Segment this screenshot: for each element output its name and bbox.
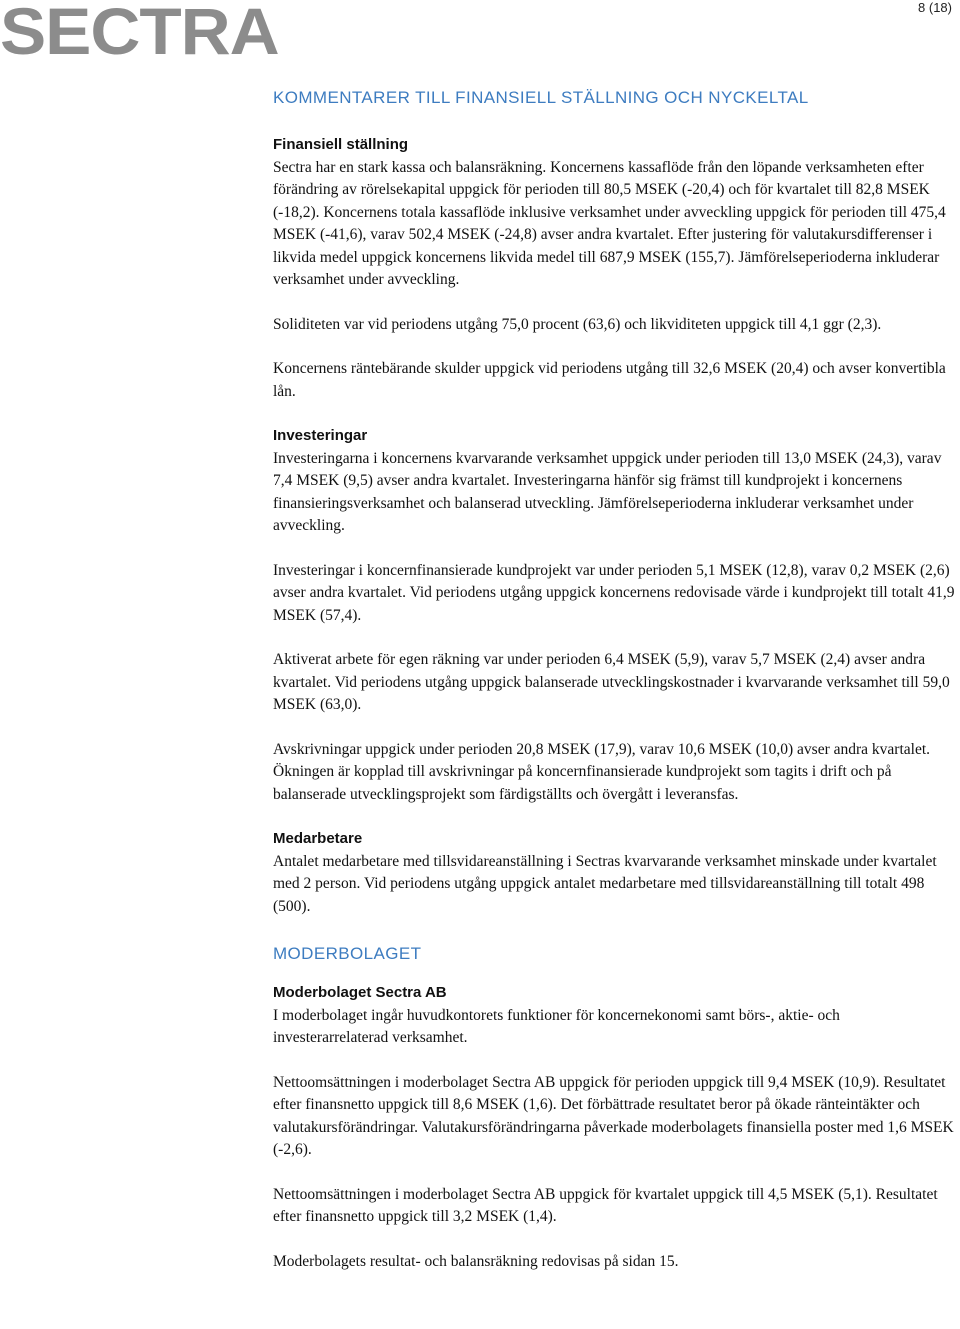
heading-moderbolaget-sectra-ab: Moderbolaget Sectra AB	[273, 984, 447, 1001]
paragraph: Nettoomsättningen i moderbolaget Sectra AB uppgick för kvartalet uppgick till 4,5 MSEK (5,1). Resultatet efter finansnetto uppgick till 3,2 MSEK (1,4).	[273, 1185, 938, 1225]
paragraph: Soliditeten var vid periodens utgång 75,0 procent (63,6) och likviditeten uppgick till 4,1 ggr (2,3).	[273, 315, 882, 333]
paragraph: Avskrivningar uppgick under perioden 20,8 MSEK (17,9), varav 10,6 MSEK (10,0) avser andra kvartalet. Ökningen är kopplad till avskrivningar på koncernfinansierade kundprojekt som tagits i drift och på balanserade utvecklingsprojekt som färdigställts och övergått i leveransfas.	[273, 740, 931, 803]
paragraph: I moderbolaget ingår huvudkontorets funktioner för koncernekonomi samt börs-, aktie- och investerarrelaterad verksamhet.	[273, 1006, 840, 1046]
paragraph: Investeringar i koncernfinansierade kundprojekt var under perioden 5,1 MSEK (12,8), varav 0,2 MSEK (2,6) avser andra kvartalet. Vid periodens utgång uppgick koncernens redovisade värde i kundprojekt till totalt 41,9 MSEK (57,4).	[273, 561, 955, 624]
heading-finansiell-stallning: Finansiell ställning	[273, 136, 409, 153]
paragraph: Investeringarna i koncernens kvarvarande verksamhet uppgick under perioden till 13,0 MSEK (24,3), varav 7,4 MSEK (9,5) avser andra kvartalet. Investeringarna hänför sig främst till kundprojekt i koncernens finansieringsverksamhet och balanserad utveckling. Jämförelseperioderna inkluderar verksamhet under avveckling.	[273, 449, 942, 534]
paragraph: Aktiverat arbete för egen räkning var under perioden 6,4 MSEK (5,9), varav 5,7 MSEK (2,4) avser andra kvartalet. Vid periodens utgång uppgick balanserade utvecklingskostnader i kvarvarande verksamhet till 59,0 MSEK (63,0).	[273, 651, 950, 713]
paragraph: Koncernens räntebärande skulder uppgick vid periodens utgång till 32,6 MSEK (20,4) och avser konvertibla lån.	[273, 360, 946, 400]
paragraph: Moderbolagets resultat- och balansräkning redovisas på sidan 15.	[273, 1252, 679, 1270]
section-title-moderbolaget: MODERBOLAGET	[273, 944, 422, 963]
page-number: 8 (18)	[918, 0, 952, 15]
paragraph: Sectra har en stark kassa och balansräkning. Koncernens kassaflöde från den löpande verksamheten efter förändring av rörelsekapital uppgick för perioden till 80,5 MSEK (-20,4) och för kvartalet till 82,8 MSEK (-18,2). Koncernens totala kassaflöde inklusive verksamhet under avveckling uppgick för perioden till 475,4 MSEK (-41,6), varav 502,4 MSEK (-24,8) avser andra kvartalet. Efter justering för valutakursdifferenser i likvida medel uppgick koncernens likvida medel till 687,9 MSEK (155,7). Jämförelseperioderna inkluderar verksamhet under avveckling.	[273, 158, 946, 288]
paragraph: Antalet medarbetare med tillsvidareanställning i Sectras kvarvarande verksamhet minskade under kvartalet med 2 person. Vid periodens utgång uppgick antalet medarbetare med tillsvidareanställning till totalt 498 (500).	[273, 852, 937, 915]
sectra-logo: SECTRA	[0, 0, 279, 68]
heading-investeringar: Investeringar	[273, 427, 368, 444]
document-body	[273, 88, 957, 1273]
heading-medarbetare: Medarbetare	[273, 830, 363, 847]
section-title-kommentarer: KOMMENTARER TILL FINANSIELL STÄLLNING OCH NYCKELTAL	[273, 88, 809, 107]
paragraph: Nettoomsättningen i moderbolaget Sectra AB uppgick för perioden uppgick till 9,4 MSEK (10,9). Resultatet efter finansnetto uppgick till 8,6 MSEK (1,6). Det förbättrade resultatet beror på ökade ränteintäkter och valutakursförändringar. Valutakursförändringarna påverkade moderbolagets finansiella poster med 1,6 MSEK (-2,6).	[273, 1073, 954, 1158]
